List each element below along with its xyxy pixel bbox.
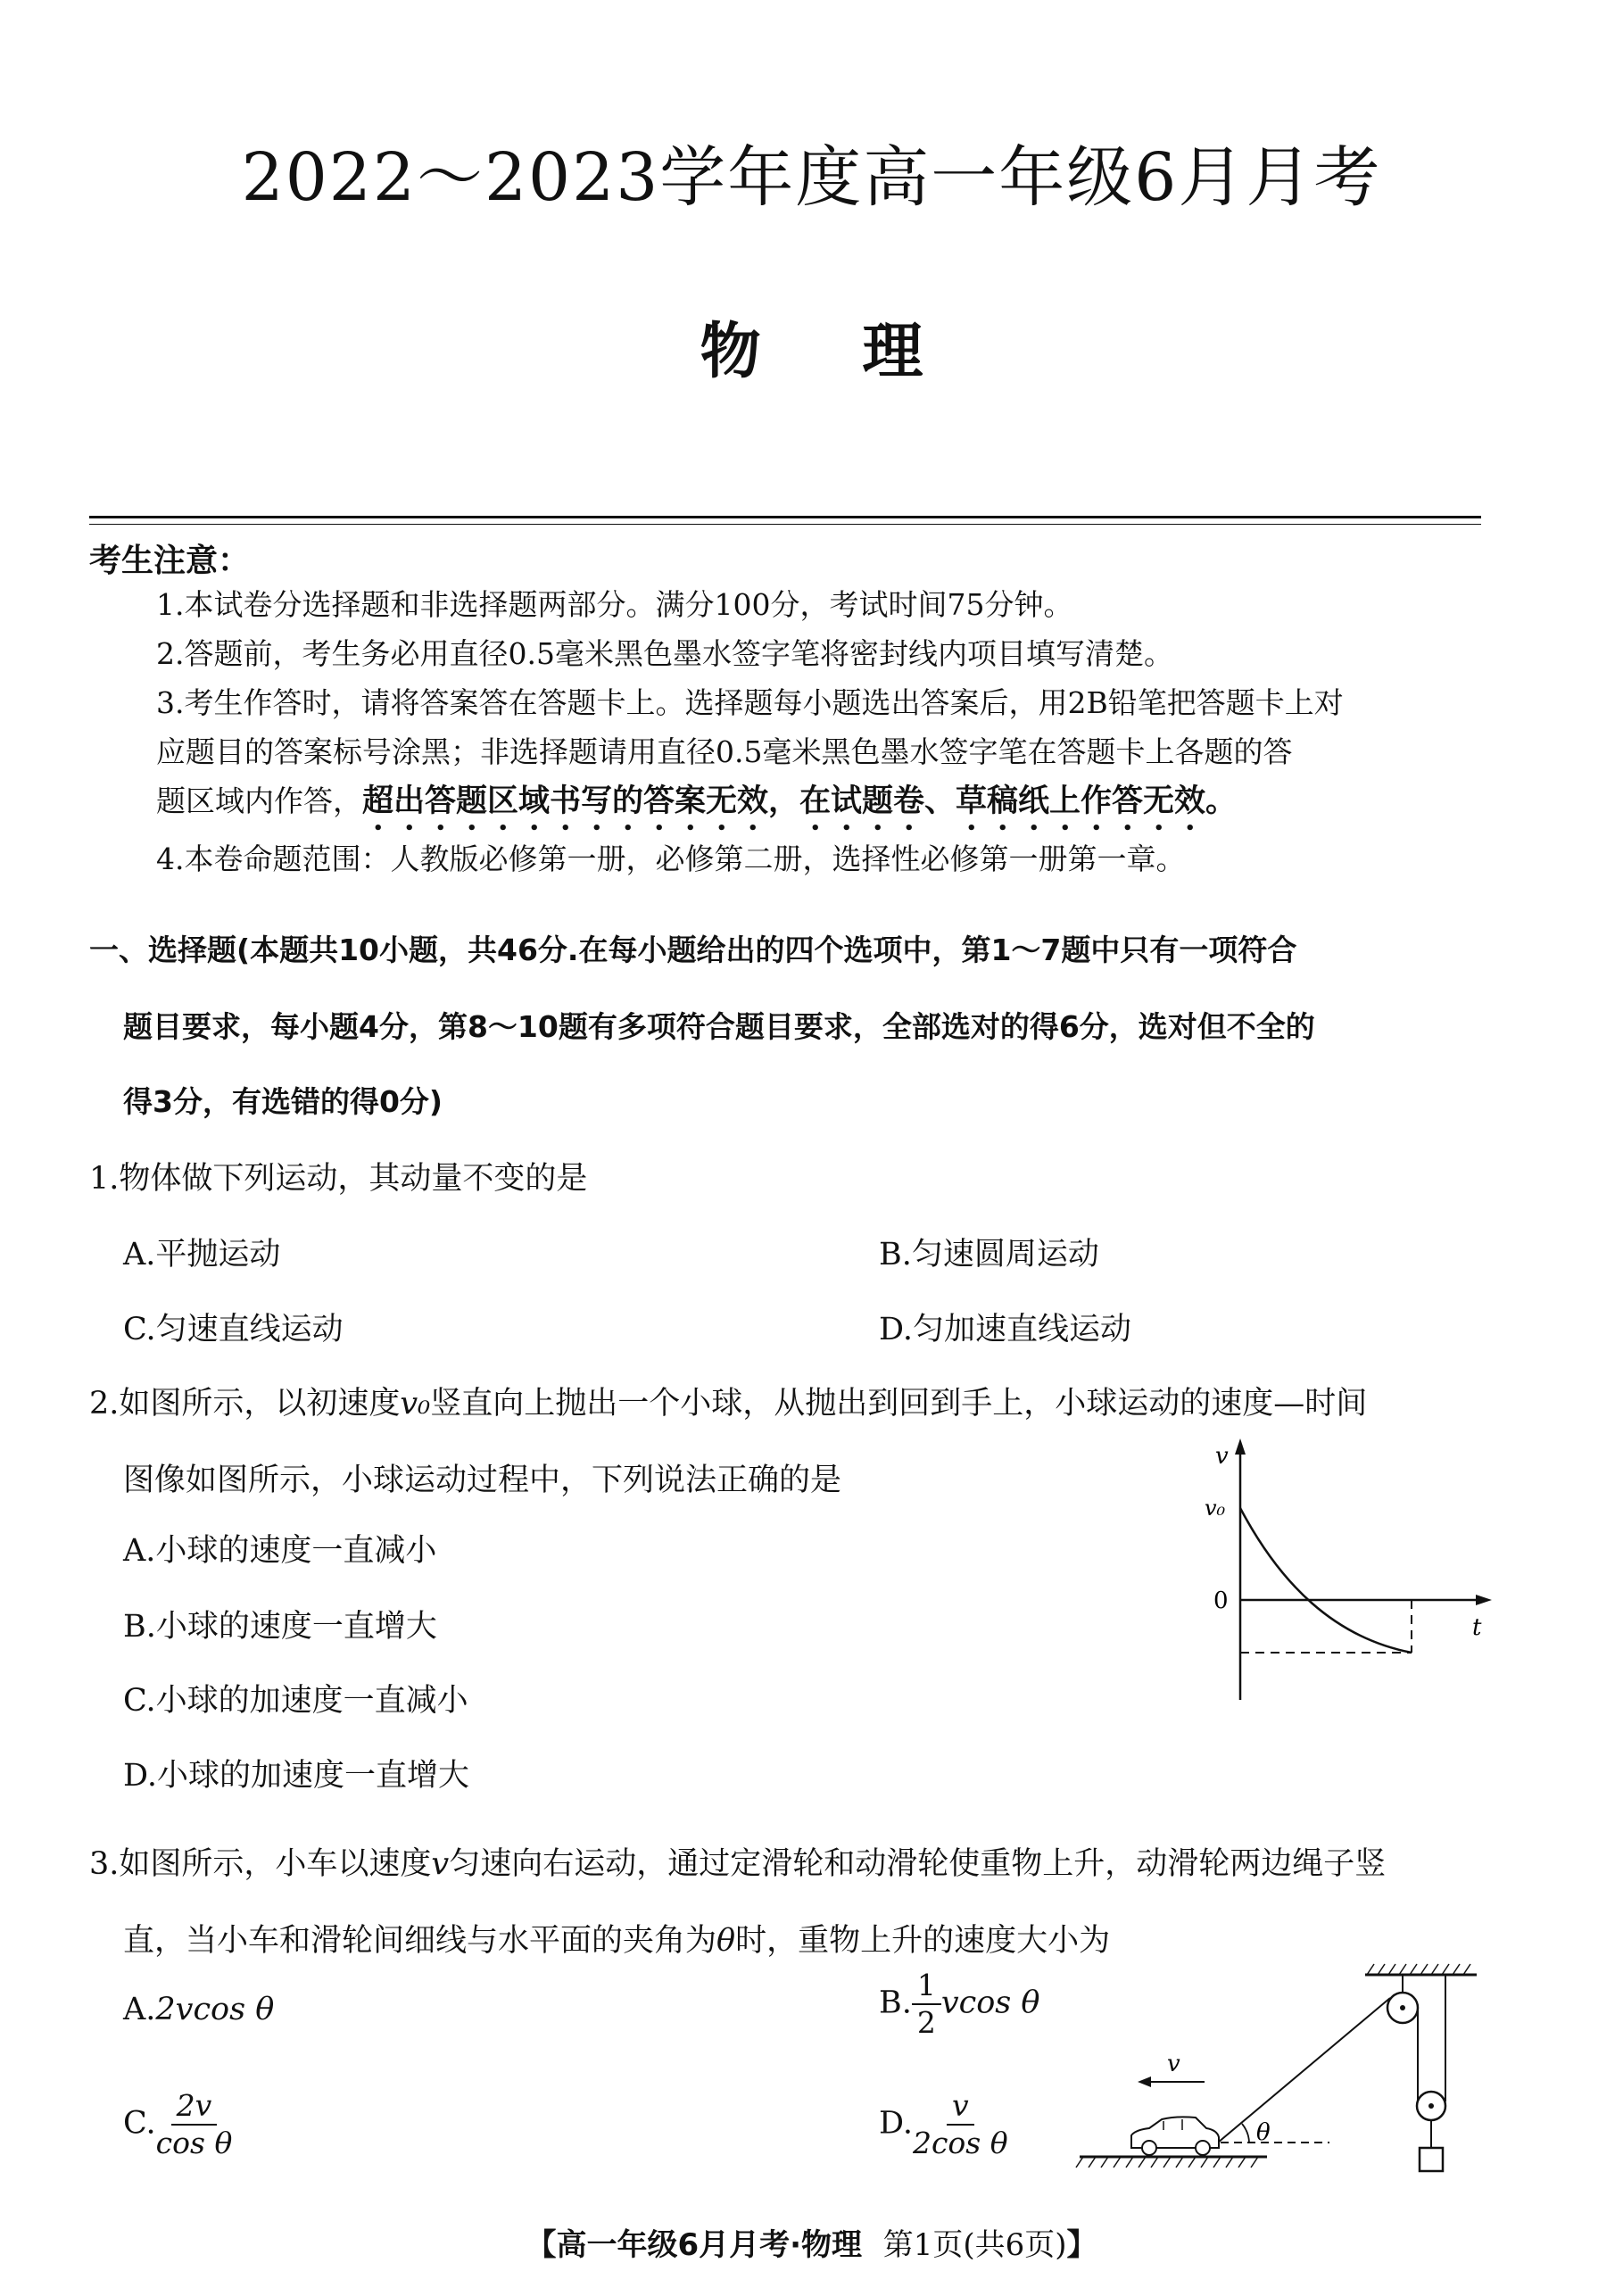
question-3-option-c bbox=[123, 2088, 232, 2161]
car-icon bbox=[1131, 2117, 1219, 2155]
question-2-stem-a: 2.如图所示，以初速度 bbox=[89, 1386, 401, 1422]
question-3-v: v bbox=[431, 1846, 450, 1882]
fixed-pulley-axle bbox=[1400, 2005, 1405, 2010]
option-d-denominator: 2cos θ bbox=[912, 2126, 1008, 2160]
question-2-option-b: B.小球的速度一直增大 bbox=[123, 1609, 437, 1645]
question-3-option-b bbox=[879, 1968, 1039, 2041]
notice-heading: 考生注意： bbox=[89, 543, 251, 579]
question-1-option-a: A.平抛运动 bbox=[123, 1237, 281, 1272]
graph-origin-label: 0 bbox=[1213, 1587, 1229, 1614]
question-2-option-a: A.小球的速度一直减小 bbox=[123, 1533, 437, 1569]
option-b-prefix: B. bbox=[879, 1985, 912, 2021]
question-3-stem2-a: 直，当小车和滑轮间细线与水平面的夹角为 bbox=[123, 1923, 717, 1959]
ceiling-hatch bbox=[1367, 1964, 1470, 1975]
graph-velocity-curve bbox=[1240, 1508, 1412, 1653]
option-b-fraction bbox=[912, 1968, 941, 2041]
option-c-fraction bbox=[156, 2088, 233, 2161]
footer-bracket-open: 【 bbox=[526, 2227, 557, 2263]
graph-y-arrow bbox=[1235, 1438, 1246, 1455]
question-3-stem2-b: 时，重物上升的速度大小为 bbox=[735, 1923, 1111, 1959]
pulley-car-figure bbox=[1062, 1959, 1526, 2200]
footer-bracket-close: 】 bbox=[1066, 2227, 1097, 2263]
question-1-option-b: B.匀速圆周运动 bbox=[879, 1237, 1099, 1272]
theta-arc bbox=[1242, 2124, 1249, 2143]
question-3-stem bbox=[89, 1826, 1499, 1902]
option-b-denominator: 2 bbox=[916, 2005, 936, 2040]
velocity-label: v bbox=[1167, 2051, 1180, 2077]
option-c-prefix: C. bbox=[123, 2105, 156, 2142]
notice-emphasis: 超出答题区域书写的答案无效，在试题卷、草稿纸上作答无效。 bbox=[362, 783, 1238, 819]
page-footer bbox=[0, 2220, 1623, 2264]
question-2-stem bbox=[89, 1365, 1499, 1442]
question-1-stem: 1.物体做下列运动，其动量不变的是 bbox=[89, 1161, 588, 1197]
notice-item-1: 1.本试卷分选择题和非选择题两部分。满分100分，考试时间75分钟。 bbox=[156, 587, 1073, 622]
option-d-fraction bbox=[913, 2088, 1008, 2161]
header-rule bbox=[89, 516, 1481, 518]
section-heading-line-2: 题目要求，每小题4分，第8～10题有多项符合题目要求，全部选对的得6分，选对但不全的 bbox=[123, 1009, 1315, 1044]
moving-pulley-axle bbox=[1428, 2103, 1434, 2109]
graph-x-arrow bbox=[1476, 1595, 1492, 1605]
graph-v0-label: v₀ bbox=[1205, 1496, 1226, 1521]
question-2-option-c: C.小球的加速度一直减小 bbox=[123, 1683, 468, 1719]
option-a-expression: 2vcos θ bbox=[155, 1992, 275, 2027]
notice-item-4: 4.本卷命题范围：人教版必修第一册，必修第二册，选择性必修第一册第一章。 bbox=[156, 841, 1186, 876]
option-b-tail: vcos θ bbox=[940, 1985, 1040, 2021]
question-3-option-d bbox=[879, 2088, 1008, 2161]
option-c-denominator: cos θ bbox=[155, 2126, 233, 2160]
header-rule-thin bbox=[89, 524, 1481, 525]
question-3-theta: θ bbox=[716, 1923, 736, 1959]
option-d-numerator: v bbox=[947, 2088, 974, 2126]
question-2-stem-line-2: 图像如图所示，小球运动过程中，下列说法正确的是 bbox=[123, 1463, 842, 1498]
question-3-stem-b: 匀速向右运动，通过定滑轮和动滑轮使重物上升，动滑轮两边绳子竖 bbox=[449, 1846, 1387, 1882]
notice-item-3-prefix: 题区域内作答， bbox=[156, 783, 362, 818]
question-2-v0: v₀ bbox=[400, 1386, 431, 1422]
question-2-option-d: D.小球的加速度一直增大 bbox=[123, 1758, 469, 1794]
notice-item-3-line-1: 3.考生作答时，请将答案答在答题卡上。选择题每小题选出答案后，用2B铅笔把答题卡上对 bbox=[156, 685, 1344, 720]
velocity-arrow-head bbox=[1138, 2076, 1151, 2087]
question-3-stem-a: 3.如图所示，小车以速度 bbox=[89, 1846, 432, 1882]
option-b-numerator: 1 bbox=[912, 1968, 941, 2005]
weight-block bbox=[1420, 2148, 1443, 2171]
footer-page-number: 第1页(共6页) bbox=[882, 2227, 1067, 2263]
velocity-time-graph bbox=[1187, 1437, 1499, 1713]
footer-exam-name: 高一年级6月月考·物理 bbox=[556, 2227, 863, 2263]
option-d-prefix: D. bbox=[879, 2105, 913, 2142]
question-3-option-a bbox=[123, 1992, 274, 2027]
notice-item-3-line-3 bbox=[156, 776, 1486, 838]
subject-title: 物 理 bbox=[700, 317, 923, 387]
question-2-stem-b: 竖直向上抛出一个小球，从抛出到回到手上，小球运动的速度—时间 bbox=[430, 1386, 1368, 1422]
theta-label: θ bbox=[1256, 2119, 1271, 2146]
option-a-prefix: A. bbox=[123, 1992, 156, 2027]
exam-title: 2022～2023学年度高一年级6月月考 bbox=[241, 139, 1382, 216]
graph-x-label: t bbox=[1472, 1614, 1482, 1641]
notice-item-3-line-2: 应题目的答案标号涂黑；非选择题请用直径0.5毫米黑色墨水签字笔在答题卡上各题的答 bbox=[156, 734, 1293, 769]
section-heading-line-1: 一、选择题(本题共10小题，共46分.在每小题给出的四个选项中，第1～7题中只有一项符合 bbox=[89, 932, 1297, 967]
question-1-option-d: D.匀加速直线运动 bbox=[879, 1312, 1131, 1347]
rope-car-to-pulley bbox=[1218, 1998, 1390, 2143]
notice-item-2: 2.答题前，考生务必用直径0.5毫米黑色墨水签字笔将密封线内项目填写清楚。 bbox=[156, 636, 1173, 671]
option-c-numerator: 2v bbox=[171, 2088, 218, 2126]
section-heading-line-3: 得3分，有选错的得0分) bbox=[123, 1084, 443, 1119]
ground-hatch bbox=[1076, 2157, 1258, 2168]
graph-y-label: v bbox=[1215, 1443, 1229, 1470]
question-1-option-c: C.匀速直线运动 bbox=[123, 1312, 344, 1347]
